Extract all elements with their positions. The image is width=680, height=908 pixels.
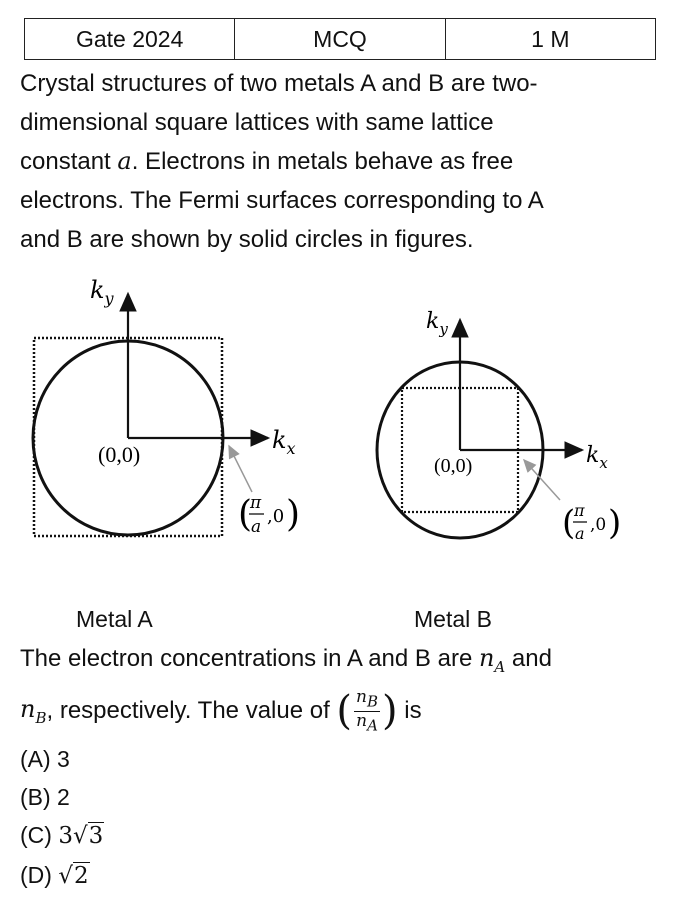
q2-text: is	[397, 697, 422, 724]
option-b[interactable]: (B) 2	[20, 784, 70, 810]
stem-text: . Electrons in metals behave as free	[131, 148, 514, 175]
ratio-paren-open: (	[336, 688, 353, 734]
option-c[interactable]: (C) 3√3	[20, 822, 104, 849]
question2-line2	[20, 686, 660, 736]
option-d[interactable]: (D) √2	[20, 862, 89, 889]
header-marks: 1 M	[445, 19, 655, 60]
question-stem	[20, 64, 660, 259]
kpoint-pi: π	[250, 493, 262, 513]
stem-line: and B are shown by solid circles in figures.	[20, 226, 474, 253]
question2-line1	[20, 644, 660, 676]
label-metal-a: Metal A	[76, 606, 153, 632]
kpoint-zero: ,0	[267, 506, 285, 527]
origin-label: (0,0)	[98, 442, 141, 467]
header-type: MCQ	[235, 19, 445, 60]
stem-line: Crystal structures of two metals A and B are two-	[20, 70, 538, 97]
pointer-line	[229, 446, 252, 492]
n-a-var: $n_A$	[478, 644, 506, 676]
ratio-paren-close: )	[382, 688, 398, 734]
option-c-coef: 3	[58, 823, 73, 849]
kpoint-paren-close: )	[286, 494, 301, 535]
figure-metal-a	[0, 270, 340, 570]
kx-label: $k_x$	[272, 426, 296, 458]
header-exam: Gate 2024	[25, 19, 235, 60]
kx-label: $k_x$	[586, 443, 608, 472]
stem-text: constant	[20, 148, 118, 175]
stem-line	[20, 142, 660, 181]
q2-text: and	[505, 645, 552, 672]
stem-line: electrons. The Fermi surfaces corresponding to A	[20, 187, 544, 214]
ky-label: $k_y$	[426, 309, 448, 338]
sqrt-sign: √	[72, 823, 88, 849]
option-a[interactable]: (A) 3	[20, 746, 70, 772]
option-d-radicand: 2	[73, 863, 89, 889]
n-b-var: $n_B$	[20, 695, 47, 727]
kpoint-paren-open: (	[562, 503, 576, 543]
option-c-radicand: 3	[88, 823, 104, 849]
ratio-fraction: $\frac{n_B}{n_A}$	[356, 687, 379, 734]
label-metal-b: Metal B	[414, 606, 492, 632]
header-row	[25, 19, 656, 60]
header-table	[24, 18, 656, 60]
stem-line: dimensional square lattices with same lattice	[20, 109, 494, 136]
kpoint-paren-close: )	[608, 503, 622, 543]
kpoint-zero: ,0	[590, 515, 607, 535]
origin-label: (0,0)	[434, 455, 473, 477]
kpoint-pi: π	[574, 501, 585, 520]
lattice-constant-var: a	[117, 147, 132, 175]
q2-text: The electron concentrations in A and B are	[20, 645, 479, 672]
ky-label: $k_y$	[90, 276, 114, 308]
q2-text: , respectively. The value of	[46, 697, 337, 724]
kpoint-a: a	[575, 524, 585, 543]
sqrt-sign: √	[58, 863, 73, 889]
kpoint-a: a	[251, 517, 262, 537]
figure-metal-b	[340, 300, 680, 560]
kpoint-paren-open: (	[238, 494, 253, 535]
